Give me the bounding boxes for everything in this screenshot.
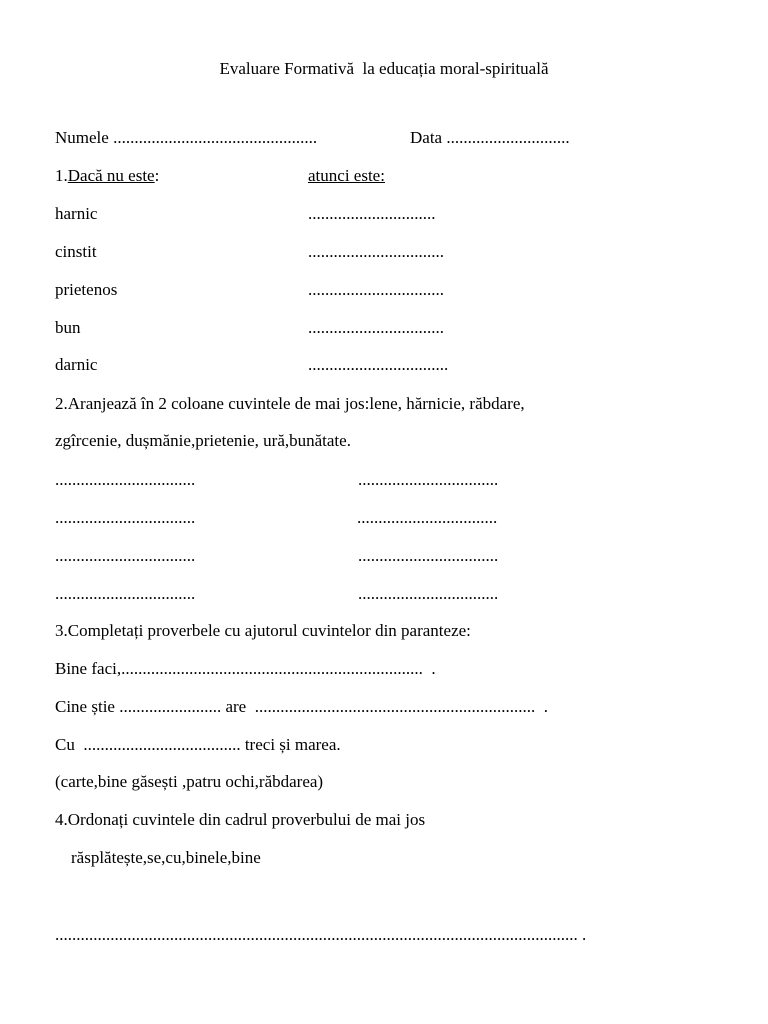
q2-right-blank: .................................	[358, 470, 499, 489]
q1-answer-blank: ................................	[308, 242, 444, 261]
question-3-prompt: 3.Completați proverbele cu ajutorul cuvintelor din paranteze:	[55, 621, 471, 640]
q2-right-blank: .................................	[358, 584, 499, 603]
question-1-right-heading: atunci este:	[308, 166, 385, 185]
q2-left-blank: .................................	[55, 470, 196, 489]
q2-right-blank: .................................	[358, 546, 499, 565]
q2-right-blank: .................................	[357, 508, 498, 527]
q4-scrambled-words: răsplătește,se,cu,binele,bine	[71, 848, 261, 867]
q3-proverb-line: Cine știe ........................ are .................................................................. .	[55, 697, 548, 716]
q2-left-blank: .................................	[55, 508, 196, 527]
name-field-label: Numele ................................................	[55, 128, 318, 147]
q1-answer-blank: ................................	[308, 280, 444, 299]
q3-proverb-line: Cu ..................................... treci și marea.	[55, 735, 341, 754]
question-2-text: 2.Aranjează în 2 coloane cuvintele de mai jos:lene, hărnicie, răbdare,	[55, 394, 525, 413]
q1-word-bun: bun	[55, 318, 81, 337]
q1-answer-blank: ..............................	[308, 204, 436, 223]
q2-left-blank: .................................	[55, 546, 196, 565]
q3-proverb-line: Bine faci,....................................................................... .	[55, 659, 436, 678]
q2-left-blank: .................................	[55, 584, 196, 603]
question-1-left-heading: Dacă nu este	[67, 166, 155, 185]
q1-word-darnic: darnic	[55, 355, 98, 374]
question-2-text-continued: zgîrcenie, dușmănie,prietenie, ură,bunătate.	[55, 431, 351, 450]
question-1-heading	[55, 166, 159, 186]
page-title: Evaluare Formativă la educația moral-spirituală	[219, 59, 549, 78]
question-4-prompt: 4.Ordonați cuvintele din cadrul proverbului de mai jos	[55, 810, 426, 829]
q3-word-hint: (carte,bine găsești ,patru ochi,răbdarea)	[55, 772, 324, 791]
q4-answer-line: ........................................................................................................................... .	[55, 925, 587, 944]
q1-answer-blank: ................................	[308, 318, 444, 337]
q1-word-harnic: harnic	[55, 204, 98, 223]
q1-word-cinstit: cinstit	[55, 242, 97, 261]
date-field-label: Data .............................	[410, 128, 570, 147]
q1-word-prietenos: prietenos	[55, 280, 118, 299]
q1-answer-blank: .................................	[308, 355, 449, 374]
question-1-colon: :	[154, 166, 160, 185]
question-1-number: 1.	[55, 166, 68, 185]
